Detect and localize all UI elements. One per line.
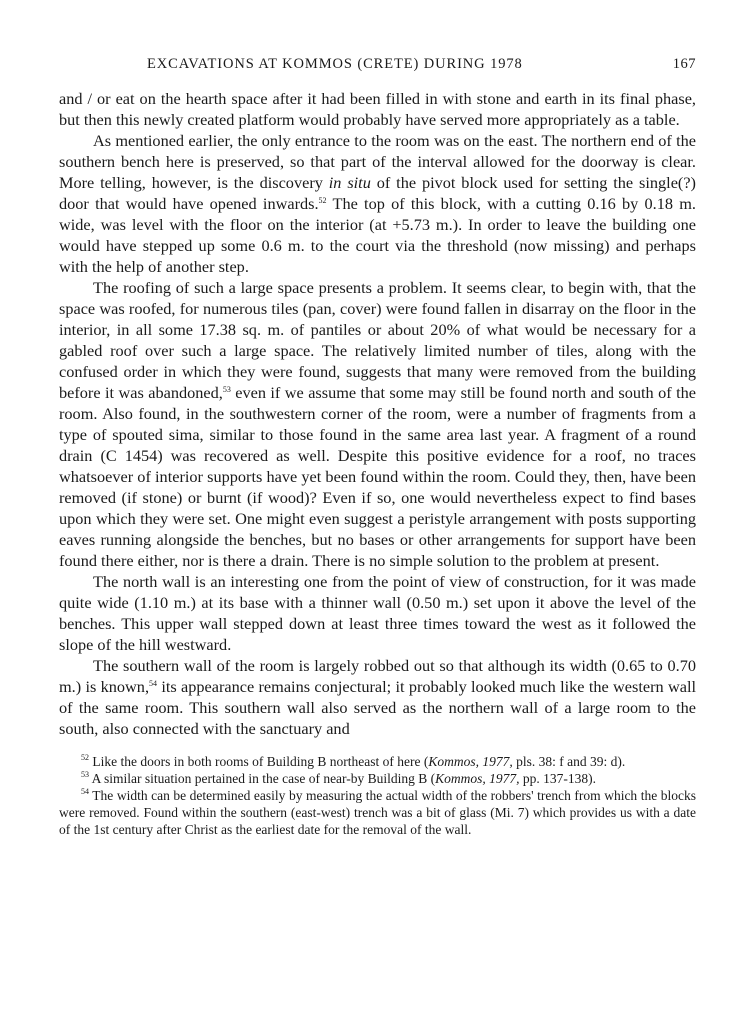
paragraph-2-text-b: of the pivot block used for setting the single(?) door that would have opened inwards. [59, 173, 696, 213]
footnote-ref-54: 54 [149, 679, 158, 688]
paragraph-3 [59, 277, 696, 571]
footnote-ref-52: 52 [318, 196, 327, 205]
paragraph-5 [59, 655, 696, 739]
footnotes [59, 753, 696, 838]
footnote-number: 52 [81, 753, 89, 762]
footnote-number: 54 [81, 787, 89, 796]
paragraph-5-text: The southern wall of the room is largely robbed out so that although its width (0.65 to 0.70 m.) is known, [59, 656, 696, 696]
running-title: EXCAVATIONS AT KOMMOS (CRETE) DURING 1978 [147, 56, 523, 72]
main-text [59, 88, 696, 739]
running-header [59, 56, 696, 73]
paragraph-2-italic: in situ [328, 173, 371, 192]
page-number: 167 [672, 56, 696, 72]
footnote-italic: Kommos, 1977, [428, 754, 513, 769]
paragraph-1: and / or eat on the hearth space after it had been filled in with stone and earth in its final phase, but then this newly created platform would probably have served more appropriately as a table. [59, 89, 696, 129]
paragraph-2-text-c: The top of this block, with a cutting 0.16 by 0.18 m. wide, was level with the floor on the interior (at +5.73 m.). In order to leave the building one would have stepped up some 0.6 m. to the court via the threshold (now missing) and perhaps with the help of another step. [59, 194, 696, 276]
paragraph-4: The north wall is an interesting one from the point of view of construction, for it was made quite wide (1.10 m.) at its base with a thinner wall (0.50 m.) set upon it above the level of the benches. This upper wall stepped down at least three times toward the west as it followed the slope of the hill westward. [59, 572, 696, 654]
paragraph-5-text-b: its appearance remains conjectural; it probably looked much like the western wall of the same room. This southern wall also served as the northern wall of a large room to the south, also connected with the sanctuary and [59, 677, 696, 738]
footnote-text: A similar situation pertained in the case of near-by Building B ( [89, 771, 436, 786]
footnote-text: Like the doors in both rooms of Building B northeast of here ( [89, 754, 429, 769]
footnote-number: 53 [81, 770, 89, 779]
footnote-52 [59, 753, 696, 770]
paragraph-3-text-b: even if we assume that some may still be found north and south of the room. Also found, in the southwestern corner of the room, were a number of fragments from a type of spouted sima, similar to those found in the same area last year. A fragment of a round drain (C 1454) was recovered as well. Despite this positive evidence for a roof, no traces whatsoever of interior supports have yet been found within the room. Could they, then, have been removed (if stone) or burnt (if wood)? Even if so, one would nevertheless expect to find bases upon which they were set. One might even suggest a peristyle arrangement with posts supporting eaves running alongside the benches, but no bases or other arrangements for support have been found there either, nor is there a drain. There is no simple solution to the problem at present. [59, 383, 697, 570]
footnote-53 [59, 770, 696, 787]
footnote-ref-53: 53 [222, 385, 231, 394]
footnote-text: The width can be determined easily by measuring the actual width of the robbers' trench from which the blocks were removed. Found within the southern (east-west) trench was a bit of glass (Mi. 7) which provides us with a date of the 1st century after Christ as the earliest date for the removal of the wall. [59, 788, 696, 837]
footnote-text-b: pls. 38: f and 39: d). [512, 754, 626, 769]
paragraph-2 [59, 130, 696, 277]
footnote-54 [59, 787, 696, 838]
paragraph-2-text: As mentioned earlier, the only entrance to the room was on the east. The northern end of the southern bench here is preserved, so that part of the interval allowed for the doorway is clear. More telling, however, is the discovery [59, 131, 696, 192]
footnote-text-b: pp. 137-138). [519, 771, 597, 786]
footnote-italic: Kommos, 1977, [435, 771, 520, 786]
paragraph-3-text: The roofing of such a large space presents a problem. It seems clear, to begin with, that the space was roofed, for numerous tiles (pan, cover) were found fallen in disarray on the floor in the interior, in all some 17.38 sq. m. of pantiles or about 20% of what would be necessary for a gabled roof over such a large space. The relatively limited number of tiles, along with the confused order in which they were found, suggests that many were removed from the building before it was abandoned, [59, 278, 696, 402]
